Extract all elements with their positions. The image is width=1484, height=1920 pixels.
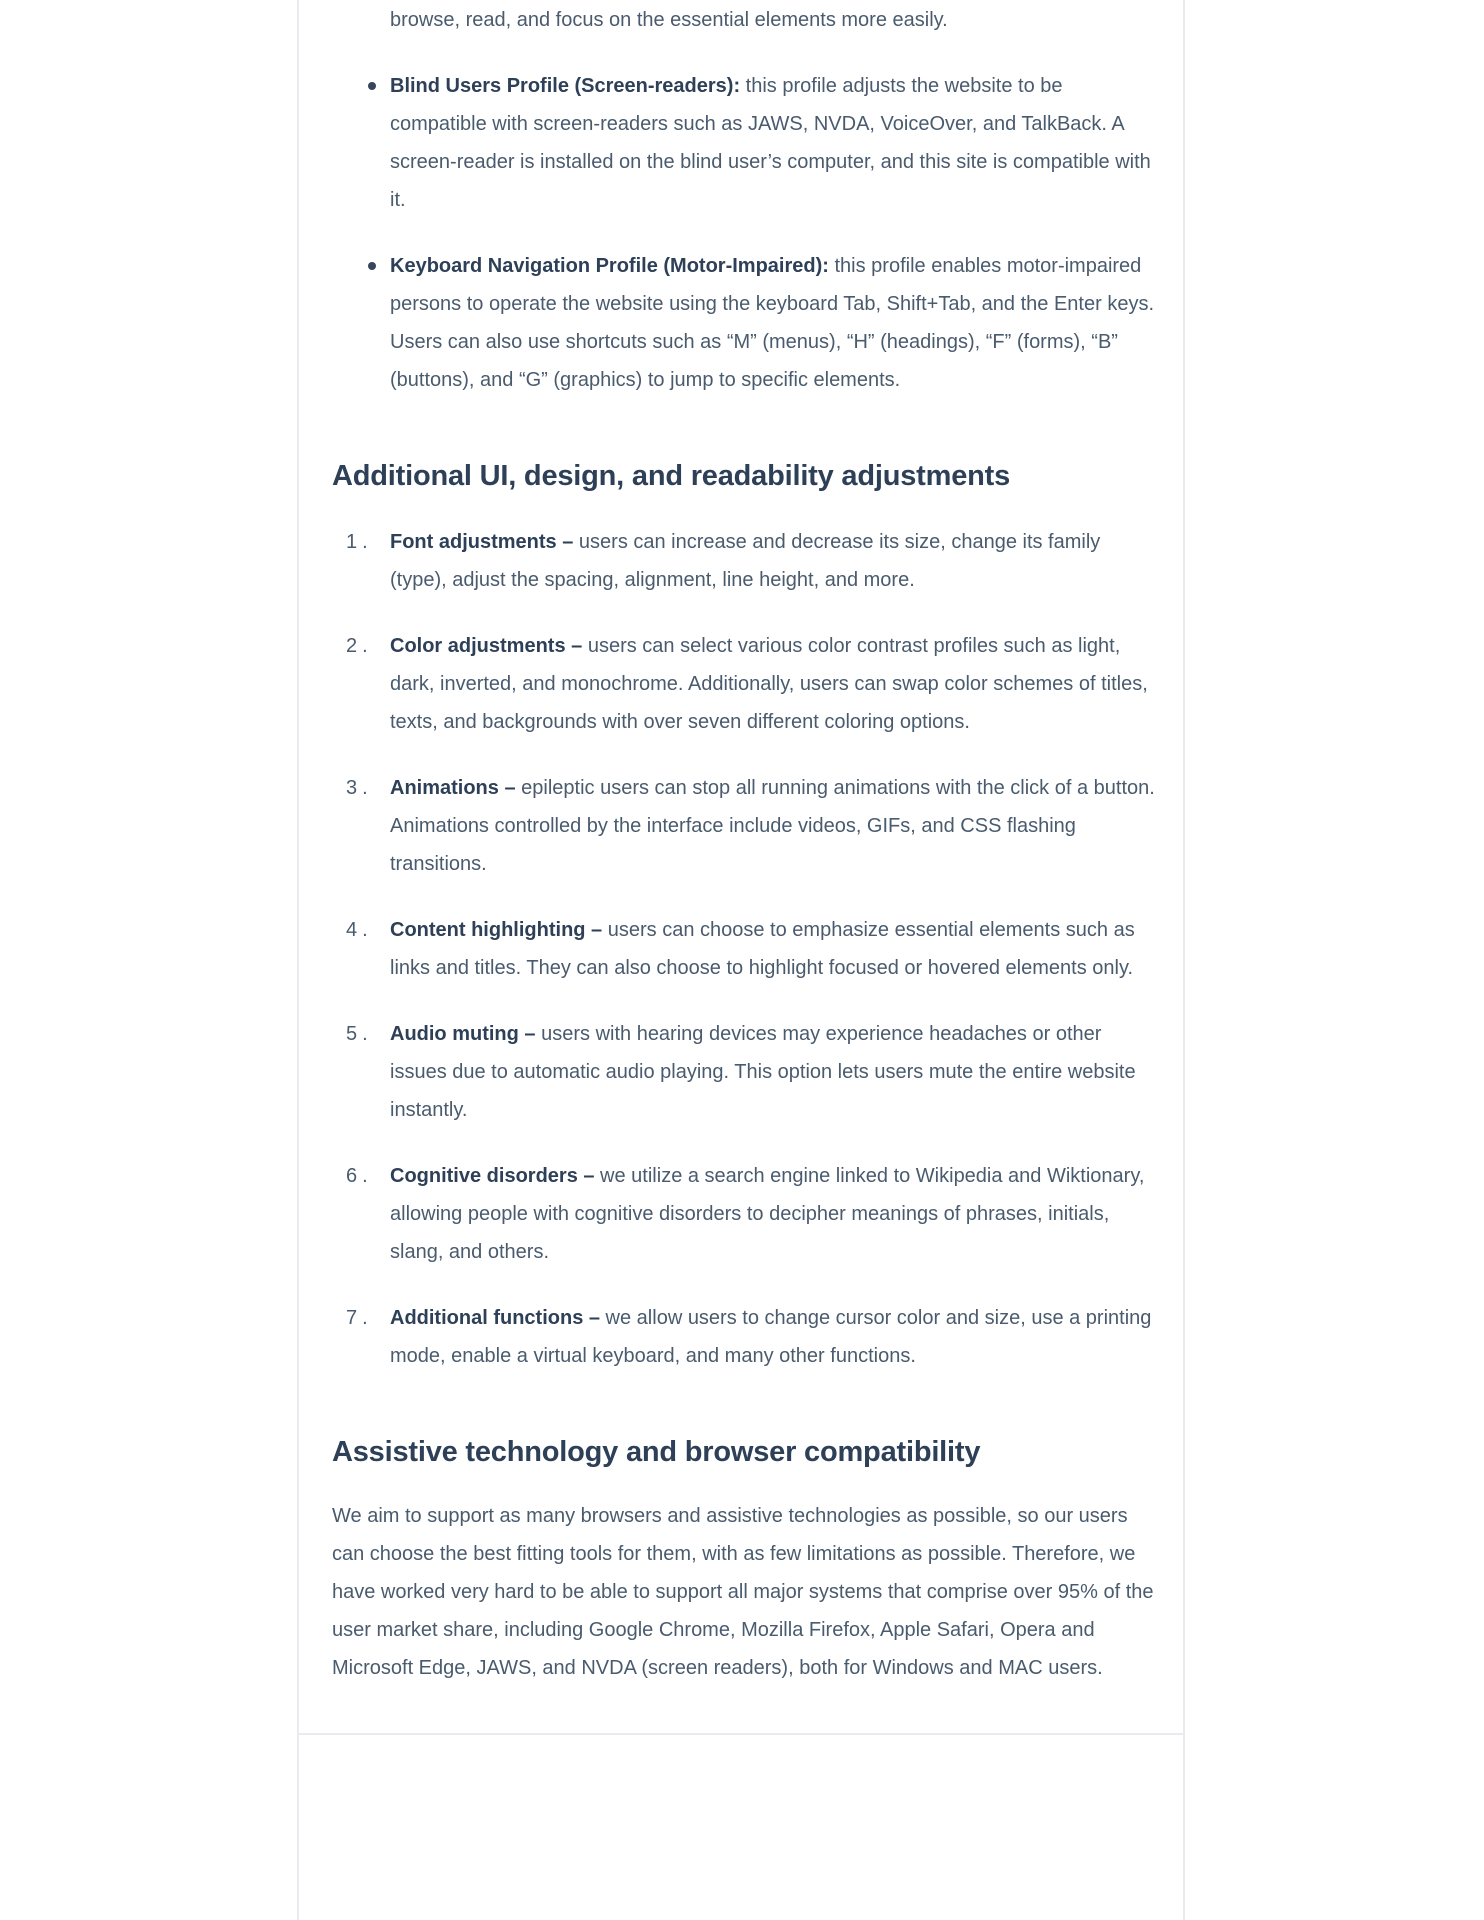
bullet-lead: Keyboard Navigation Profile (Motor-Impaired): [390, 255, 829, 277]
item-paragraph [390, 1299, 1156, 1375]
list-number: 1. [346, 531, 373, 553]
section-heading-adjustments: Additional UI, design, and readability adjustments [332, 460, 1011, 492]
bullet-text: this profile enables motor-impaired persons to operate the website using the keyboard Tab, Shift+Tab, and the Enter keys. Users can also use shortcuts such as “M” (menus), “H” (headings), “F” (forms), “B” (buttons), and “G” (graphics) to jump to specific elements. [390, 255, 1155, 391]
list-item [332, 1015, 1156, 1129]
item-paragraph [390, 523, 1156, 599]
bullet-text: this profile adjusts the website to be compatible with screen-readers such as JAWS, NVDA, VoiceOver, and TalkBack. A screen-reader is installed on the blind user’s computer, and this site is compatible with it. [390, 75, 1151, 211]
item-lead: Additional functions – [390, 1307, 600, 1329]
section-divider [299, 1733, 1183, 1735]
bullet-paragraph [390, 247, 1156, 399]
item-text: users can choose to emphasize essential elements such as links and titles. They can also choose to highlight focused or hovered elements only. [390, 919, 1135, 979]
list-number: 4. [346, 919, 373, 941]
profile-bullet-list [332, 67, 1156, 399]
item-paragraph [390, 769, 1156, 883]
item-lead: Audio muting – [390, 1023, 536, 1045]
item-lead: Animations – [390, 777, 516, 799]
item-lead: Content highlighting – [390, 919, 603, 941]
bullet-icon [368, 82, 376, 90]
list-item [332, 911, 1156, 987]
section-heading-compatibility: Assistive technology and browser compatibility [332, 1436, 981, 1468]
list-number: 2. [346, 635, 373, 657]
item-paragraph [390, 627, 1156, 741]
list-number: 7. [346, 1307, 373, 1329]
statement-card [297, 0, 1185, 1920]
item-lead: Color adjustments – [390, 635, 583, 657]
item-lead: Font adjustments – [390, 531, 574, 553]
item-paragraph [390, 911, 1156, 987]
list-item [332, 247, 1156, 399]
list-number: 3. [346, 777, 373, 799]
list-item [332, 627, 1156, 741]
list-item [332, 1299, 1156, 1375]
list-item [332, 769, 1156, 883]
paragraph-fragment: browse, read, and focus on the essential elements more easily. [390, 9, 948, 31]
item-paragraph [390, 1015, 1156, 1129]
compatibility-paragraph: We aim to support as many browsers and assistive technologies as possible, so our users can choose the best fitting tools for them, with as few limitations as possible. Therefore, we have worked very hard to be able to support all major systems that comprise over 95% of the user market share, including Google Chrome, Mozilla Firefox, Apple Safari, Opera and Microsoft Edge, JAWS, and NVDA (screen readers), both for Windows and MAC users. [332, 1505, 1154, 1679]
bullet-paragraph [390, 67, 1156, 219]
item-text: we utilize a search engine linked to Wikipedia and Wiktionary, allowing people with cognitive disorders to decipher meanings of phrases, initials, slang, and others. [390, 1165, 1145, 1263]
item-text: users can increase and decrease its size, change its family (type), adjust the spacing, alignment, line height, and more. [390, 531, 1101, 591]
item-text: users with hearing devices may experience headaches or other issues due to automatic audio playing. This option lets users mute the entire website instantly. [390, 1023, 1136, 1121]
list-number: 5. [346, 1023, 373, 1045]
item-lead: Cognitive disorders – [390, 1165, 595, 1187]
item-paragraph [390, 1157, 1156, 1271]
list-number: 6. [346, 1165, 373, 1187]
list-item [332, 1157, 1156, 1271]
adjustments-numbered-list [332, 523, 1156, 1375]
bullet-lead: Blind Users Profile (Screen-readers): [390, 75, 741, 97]
item-text: we allow users to change cursor color and size, use a printing mode, enable a virtual keyboard, and many other functions. [390, 1307, 1152, 1367]
bullet-icon [368, 262, 376, 270]
list-item [332, 67, 1156, 219]
list-item [332, 523, 1156, 599]
item-text: epileptic users can stop all running animations with the click of a button. Animations controlled by the interface include videos, GIFs, and CSS flashing transitions. [390, 777, 1155, 875]
item-text: users can select various color contrast profiles such as light, dark, inverted, and monochrome. Additionally, users can swap color schemes of titles, texts, and backgrounds with over seven different coloring options. [390, 635, 1148, 733]
